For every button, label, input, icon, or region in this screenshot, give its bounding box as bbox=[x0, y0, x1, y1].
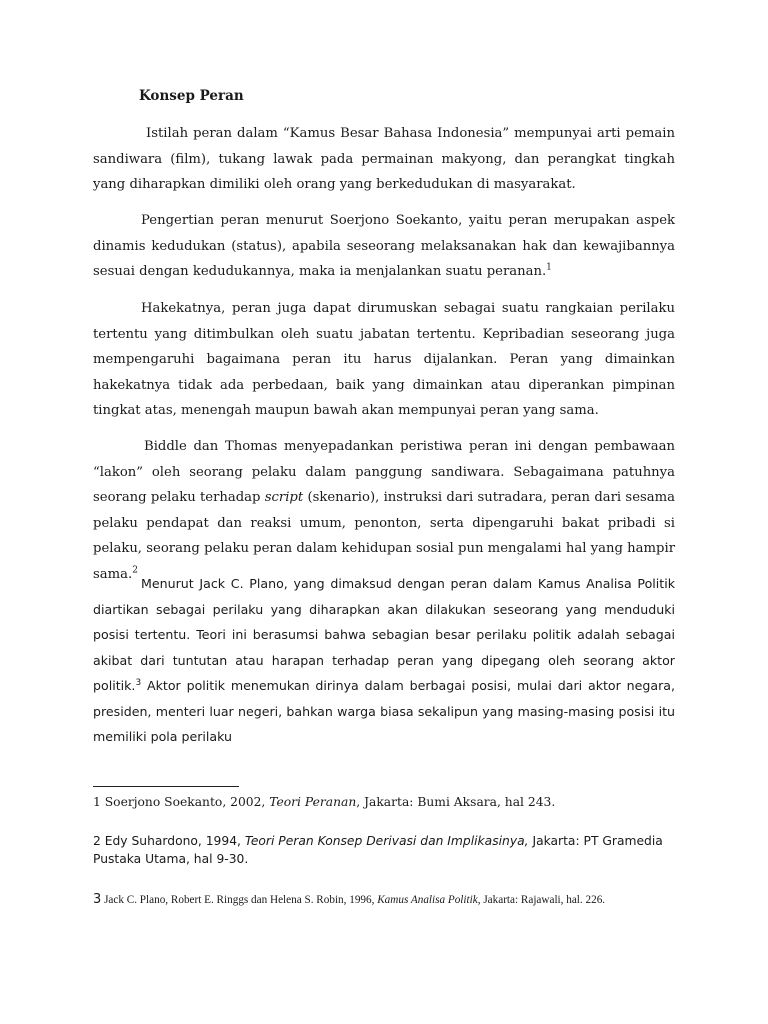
footnote-ref-3[interactable]: 3 bbox=[135, 677, 142, 688]
footnote-1-number: 1 bbox=[93, 795, 101, 809]
footnote-3-text-a: Jack C. Plano, Robert E. Ringgs dan Helena S. Robin, 1996, bbox=[101, 894, 378, 906]
footnote-2-text-a: Edy Suhardono, 1994, bbox=[100, 834, 245, 848]
paragraph-5 bbox=[93, 571, 675, 750]
footnote-1-text-a: Soerjono Soekanto, 2002, bbox=[100, 795, 270, 809]
footnote-3-number: 3 bbox=[93, 892, 102, 907]
footnote-ref-2[interactable]: 2 bbox=[132, 565, 138, 576]
paragraph-2-text: Pengertian peran menurut Soerjono Soekanto, yaitu peran merupakan aspek dinamis kedudukan (status), apabila seseorang melaksanakan hak dan kewajibannya sesuai dengan kedudukannya, maka ia menjalankan suatu peranan. bbox=[93, 213, 675, 279]
footnote-2-number: 2 bbox=[93, 834, 101, 848]
section-heading: Konsep Peran bbox=[139, 88, 244, 104]
footnote-2 bbox=[93, 832, 673, 868]
footnote-1-title: Teori Peranan bbox=[269, 795, 357, 809]
paragraph-1-text: Istilah peran dalam “Kamus Besar Bahasa Indonesia” mempunyai arti pemain sandiwara (film), tukang lawak pada permainan makyong, dan perangkat tingkah yang diharapkan dimiliki oleh orang yang berkedudukan di masyarakat. bbox=[93, 126, 675, 192]
footnote-1 bbox=[93, 793, 673, 811]
footnote-3-text-b: , Jakarta: Rajawali, hal. 226. bbox=[477, 894, 606, 906]
paragraph-3 bbox=[93, 296, 675, 424]
paragraph-5-text-a: Menurut Jack C. Plano, yang dimaksud dengan peran dalam Kamus Analisa Politik diartikan sebagai perilaku yang diharapkan akan dilakukan seseorang yang menduduki posisi tertentu. Teori ini berasumsi bahwa sebagian besar perilaku politik adalah sebagai akibat dari tuntutan atau harapan terhadap peran yang dipegang oleh seorang aktor politik. bbox=[93, 576, 675, 693]
footnote-1-text-b: , Jakarta: Bumi Aksara, hal 243. bbox=[356, 795, 556, 809]
footnote-ref-1[interactable]: 1 bbox=[546, 262, 552, 273]
footnote-2-title: Teori Peran Konsep Derivasi dan Implikasinya, bbox=[244, 834, 529, 848]
paragraph-2 bbox=[93, 208, 675, 285]
footnote-3 bbox=[93, 891, 673, 909]
footnote-2-text-b: Jakarta: PT Gramedia Pustaka Utama, hal 9-30. bbox=[93, 834, 663, 866]
paragraph-3-text: Hakekatnya, peran juga dapat dirumuskan sebagai suatu rangkaian perilaku tertentu yang ditimbulkan oleh suatu jabatan tertentu. Kepribadian seseorang juga mempengaruhi bagaimana peran itu harus dijalankan. Peran yang dimainkan hakekatnya tidak ada perbedaan, baik yang dimainkan atau diperankan pimpinan tingkat atas, menengah maupun bawah akan mempunyai peran yang sama. bbox=[93, 301, 675, 418]
paragraph-4-text-b: (skenario), instruksi dari sutradara, peran dari sesama pelaku pendapat dan reaksi umum, penonton, serta dipengaruhi bakat pribadi si pelaku, seorang pelaku peran dalam kehidupan sosial pun mengalami hal yang hampir sama. bbox=[93, 490, 675, 582]
paragraph-1 bbox=[93, 121, 675, 198]
paragraph-4 bbox=[93, 434, 675, 587]
paragraph-4-italic: script bbox=[264, 490, 304, 505]
paragraph-5-text-b: Aktor politik menemukan dirinya dalam berbagai posisi, mulai dari aktor negara, presiden, menteri luar negeri, bahkan warga biasa sekalipun yang masing-masing posisi itu memiliki pola perilaku bbox=[93, 678, 675, 744]
footnote-separator bbox=[93, 786, 239, 787]
footnote-3-title: Kamus Analisa Politik bbox=[377, 894, 478, 906]
paragraph-4-text-a: Biddle dan Thomas menyepadankan peristiwa peran ini dengan pembawaan “lakon” oleh seorang pelaku dalam panggung sandiwara. Sebagaimana patuhnya seorang pelaku terhadap bbox=[93, 439, 675, 505]
